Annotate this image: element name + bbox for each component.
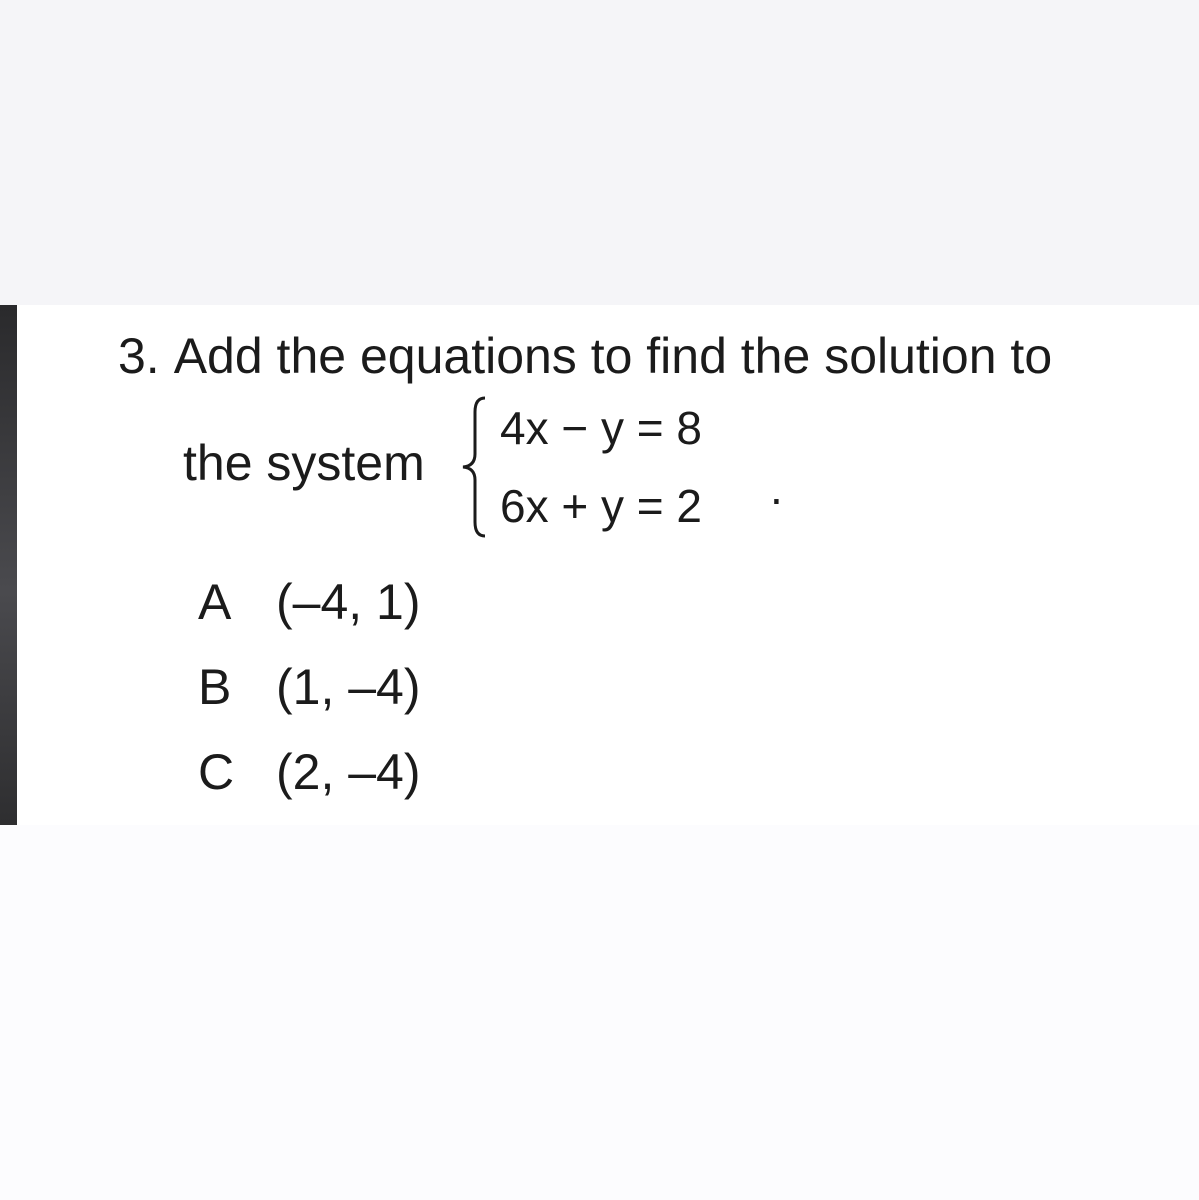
question-number: 3. <box>118 328 160 384</box>
top-background <box>0 0 1199 305</box>
equation-1: 4x − y = 8 <box>500 402 703 454</box>
system-brace <box>447 392 493 542</box>
option-letter: A <box>198 574 232 630</box>
card-left-edge <box>0 305 17 825</box>
option-c[interactable] <box>198 742 421 802</box>
equation-2: 6x + y = 2 <box>500 480 703 532</box>
question-text: Add the equations to find the solution to <box>173 328 1053 384</box>
option-letter: C <box>198 744 235 800</box>
sentence-period: . <box>770 462 783 514</box>
question-line-1 <box>118 326 1052 386</box>
option-b[interactable] <box>198 657 421 717</box>
bottom-background <box>0 825 1199 1200</box>
option-value: (–4, 1) <box>276 574 421 630</box>
option-value: (1, –4) <box>276 659 421 715</box>
option-a[interactable] <box>198 572 421 632</box>
option-value: (2, –4) <box>276 744 421 800</box>
question-line-2: the system <box>183 435 425 491</box>
option-letter: B <box>198 659 232 715</box>
